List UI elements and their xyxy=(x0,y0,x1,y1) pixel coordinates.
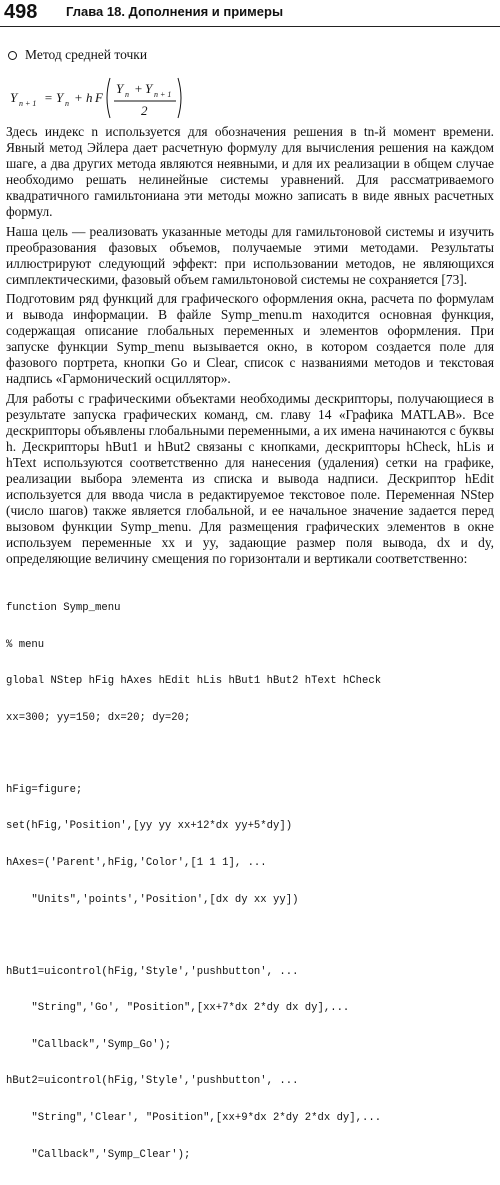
formula-plus: + xyxy=(74,90,83,105)
paragraph-2: Наша цель — реализовать указанные методы для гамильтоновой системы и изучить преобразования фазовых объемов, получаемые этими методами. Результаты иллюстрируют следующий эффект: при использовании методов, не являющихся симплектическими, фазовый объем гамильтоновой системы не сохраняется [73]. xyxy=(6,223,494,287)
code-line: function Symp_menu xyxy=(6,601,121,614)
code-spacer xyxy=(6,748,494,759)
num-y2: Y xyxy=(145,81,153,96)
right-paren xyxy=(178,78,181,118)
left-paren xyxy=(107,78,110,118)
code-line: hBut2=uicontrol(hFig,'Style','pushbutton', ... xyxy=(6,1075,299,1088)
page-body xyxy=(6,46,494,1185)
formula-lhs: Y xyxy=(10,90,18,105)
num-y1: Y xyxy=(116,81,124,96)
section-title: Метод средней точки xyxy=(25,47,148,62)
code-spacer xyxy=(6,930,494,941)
chapter-title: Глава 18. Дополнения и примеры xyxy=(66,4,284,19)
code-line: "Callback",'Symp_Go'); xyxy=(6,1038,172,1051)
code-line: hAxes=('Parent',hFig,'Color',[1 1 1], ... xyxy=(6,857,267,869)
denominator: 2 xyxy=(141,103,148,118)
page-number: 498 xyxy=(4,1,38,23)
code-listing xyxy=(6,578,494,1185)
code-line: set(hFig,'Position',[yy yy xx+12*dx yy+5*dy]) xyxy=(6,820,293,833)
code-line: global NStep hFig hAxes hEdit hLis hBut1 hBut2 hText hCheck xyxy=(6,675,382,688)
code-line: "Callback",'Symp_Clear'); xyxy=(6,1148,191,1161)
code-line: "String",'Go', "Position",[xx+7*dx 2*dy dx dy],... xyxy=(6,1002,350,1015)
circle-bullet-icon xyxy=(8,51,17,60)
formula-lhs-sub: n + 1 xyxy=(19,99,37,108)
formula-equals: = xyxy=(44,90,53,105)
code-line: xx=300; yy=150; dx=20; dy=20; xyxy=(6,711,191,724)
formula-h: h xyxy=(86,90,93,105)
formula-term1: Y xyxy=(56,90,64,105)
code-line: "Units",'points','Position',[dx dy xx yy]) xyxy=(6,893,299,906)
code-line: % menu xyxy=(6,638,45,651)
formula-graphic xyxy=(6,64,246,124)
num-plus: + xyxy=(134,81,143,96)
paragraph-1: Здесь индекс n используется для обозначения решения в tn-й момент времени. Явный метод Эйлера дает расчетную формулу для вычисления решения на каждом шаге, а два других метода являются неявными, и для их реализации в общем случае необходимо решать нелинейные системы уравнений. Для рассматриваемого квадратичного гамильтониана эти методы можно записать в виде явных расчетных формул. xyxy=(6,124,494,220)
midpoint-formula xyxy=(6,64,494,124)
formula-term1-sub: n xyxy=(65,99,69,108)
page-header xyxy=(0,0,500,27)
paragraph-3: Подготовим ряд функций для графического оформления окна, расчета по формулам и вывода информации. В файле Symp_menu.m находится основная функция, содержащая описание глобальных переменных и элементов оформления. При запуске функции Symp_menu вызывается окно, в котором создается поле для фазового портрета, кнопки Go и Clear, список с названиями методов и текстовая надпись «Гармонический осциллятор». xyxy=(6,290,494,387)
formula-F: F xyxy=(95,90,103,105)
code-line: hBut1=uicontrol(hFig,'Style','pushbutton', ... xyxy=(6,965,299,978)
code-line: "String",'Clear', "Position",[xx+9*dx 2*dy 2*dx dy],... xyxy=(6,1112,382,1125)
code-line: hFig=figure; xyxy=(6,783,83,796)
section-heading xyxy=(6,46,494,64)
paragraph-4: Для работы с графическими объектами необходимы дескрипторы, получающиеся в результате запуска графических команд, см. главу 14 «Графика MATLAB». Все дескрипторы объявлены глобальными переменными, а их имена начинаются с буквы h. Дескрипторы hBut1 и hBut2 связаны с кнопками, дескрипторы hCheck, hLis и hText используются соответственно для нанесения (удаления) сетки на графике, реализации выбора элемента из списка и вывода надписи. Дескриптор hEdit используется для ввода числа в редактируемое текстовое поле. Переменная NStep (число шагов) также является глобальной, и ее начальное значение задается перед вызовом функции Symp_menu. Для размещения графических элементов в окне используем переменные xx и yy, задающие размер поля вывода, dx и dy, определяющие величину смещения по горизонтали и вертикали соответственно: xyxy=(6,390,494,567)
num-y1-sub: n xyxy=(125,90,129,99)
num-y2-sub: n + 1 xyxy=(154,90,172,99)
